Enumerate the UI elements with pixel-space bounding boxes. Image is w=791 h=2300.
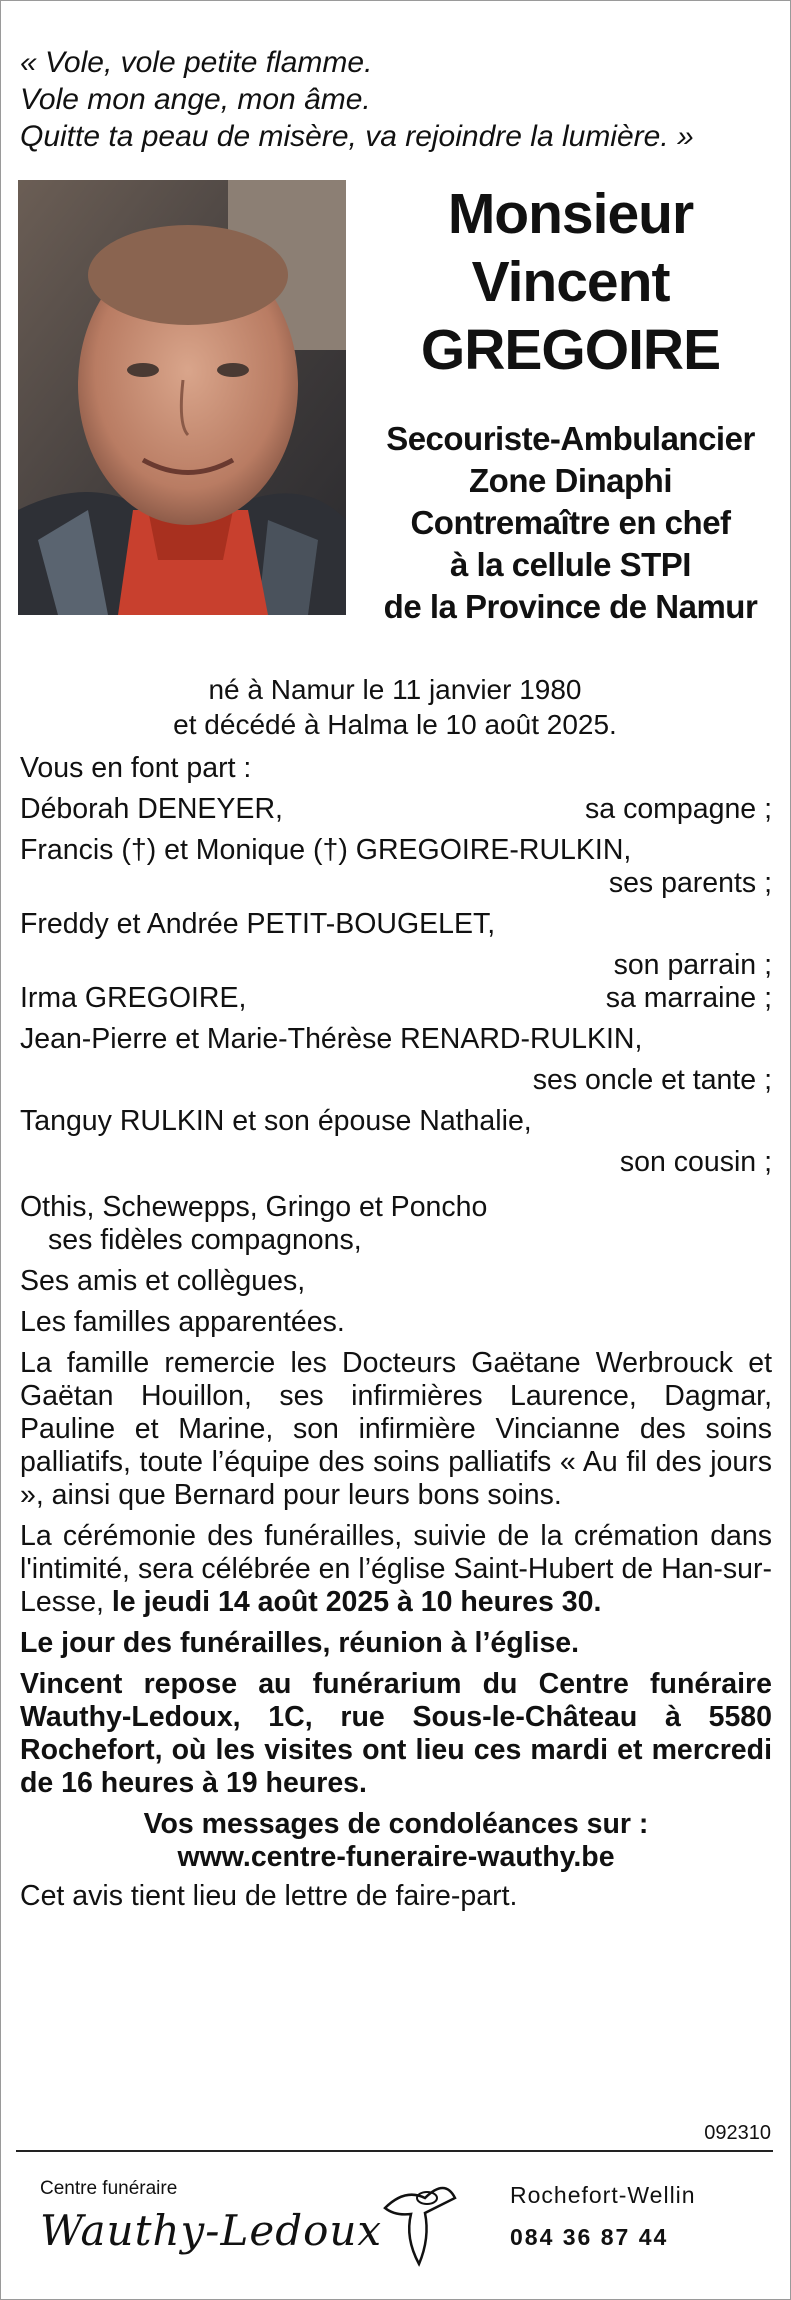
family-role: ses parents ;: [608, 867, 772, 899]
family-role: sa marraine ;: [605, 982, 772, 1014]
condolences-label: Vos messages de condoléances sur :: [143, 1808, 649, 1840]
thanks-paragraph: La famille remercie les Docteurs Gaëtane Werbrouck et Gaëtan Houillon, ses infirmières Laurence, Dagmar, Pauline et Marine, son infirmière Vincianne des soins palliatifs, toute l’équipe des soins palliatifs « Au fil des jours », ainsi que Bernard pour leurs bons soins.: [20, 1347, 772, 1511]
funeral-home-location: Rochefort-Wellin: [510, 2182, 696, 2208]
footer-divider: [16, 2150, 773, 2152]
title-line: à la cellule STPI: [450, 546, 691, 583]
death-line: et décédé à Halma le 10 août 2025.: [173, 709, 617, 740]
family-name: Othis, Schewepps, Gringo et Poncho: [20, 1191, 488, 1223]
family-name: Déborah DENEYER,: [20, 793, 283, 825]
deceased-name: [368, 180, 773, 384]
birth-line: né à Namur le 11 janvier 1980: [208, 674, 582, 705]
flame-icon: [375, 2168, 463, 2268]
family-entry: [20, 793, 772, 826]
title-line: de la Province de Namur: [383, 588, 758, 625]
gathering-info: Le jour des funérailles, réunion à l’église.: [20, 1627, 580, 1659]
reference-number: 092310: [704, 2122, 771, 2144]
professional-titles: [368, 418, 773, 628]
poem-line: Quitte ta peau de misère, va rejoindre la lumière. »: [20, 120, 694, 153]
family-role: son cousin ;: [619, 1146, 772, 1178]
ceremony-paragraph: [20, 1520, 772, 1619]
funeral-home-logo: Wauthy-Ledoux: [40, 2206, 383, 2255]
family-role: sa compagne ;: [585, 793, 772, 825]
name-title: Monsieur: [447, 182, 694, 246]
birth-death-info: [20, 672, 770, 742]
family-role: ses oncle et tante ;: [532, 1064, 772, 1096]
name-last: GREGOIRE: [420, 318, 721, 382]
family-name: Francis (†) et Monique (†) GREGOIRE-RULKIN,: [20, 834, 632, 866]
title-line: Secouriste-Ambulancier: [386, 420, 755, 457]
ceremony-date: le jeudi 14 août 2025 à 10 heures 30.: [111, 1586, 602, 1618]
family-entry: [20, 982, 772, 1015]
family-role: ses fidèles compagnons,: [48, 1224, 362, 1256]
related-families: Les familles apparentées.: [20, 1306, 345, 1338]
poem: [20, 44, 780, 155]
funeral-home-phone: 084 36 87 44: [510, 2224, 669, 2250]
family-name: Jean-Pierre et Marie-Thérèse RENARD-RULKIN,: [20, 1023, 643, 1055]
family-name: Tanguy RULKIN et son épouse Nathalie,: [20, 1105, 532, 1137]
obituary-body: [20, 752, 772, 1913]
title-line: Contremaître en chef: [410, 504, 731, 541]
funeral-home-label: Centre funéraire: [40, 2178, 178, 2199]
family-name: Irma GREGOIRE,: [20, 982, 247, 1014]
family-role: son parrain ;: [613, 949, 772, 981]
condolences-url: www.centre-funeraire-wauthy.be: [177, 1841, 615, 1873]
closing-note: Cet avis tient lieu de lettre de faire-part.: [20, 1880, 518, 1912]
name-first: Vincent: [471, 250, 670, 314]
title-line: Zone Dinaphi: [469, 462, 672, 499]
ceremony-text: La cérémonie des funérailles, suivie de la crémation dans l'intimité, sera célébrée en l’église Saint-Hubert de Han-sur-Lesse,: [20, 1520, 772, 1618]
announce: Vous en font part :: [20, 752, 252, 784]
funerarium-info: Vincent repose au funérarium du Centre funéraire Wauthy-Ledoux, 1C, rue Sous-le-Château à 5580 Rochefort, où les visites ont lieu ces mardi et mercredi de 16 heures à 19 heures.: [20, 1668, 772, 1799]
friends: Ses amis et collègues,: [20, 1265, 306, 1297]
family-name: Freddy et Andrée PETIT-BOUGELET,: [20, 908, 496, 940]
poem-line: « Vole, vole petite flamme.: [20, 46, 373, 79]
poem-line: Vole mon ange, mon âme.: [20, 83, 371, 116]
portrait-photo: [18, 180, 346, 615]
